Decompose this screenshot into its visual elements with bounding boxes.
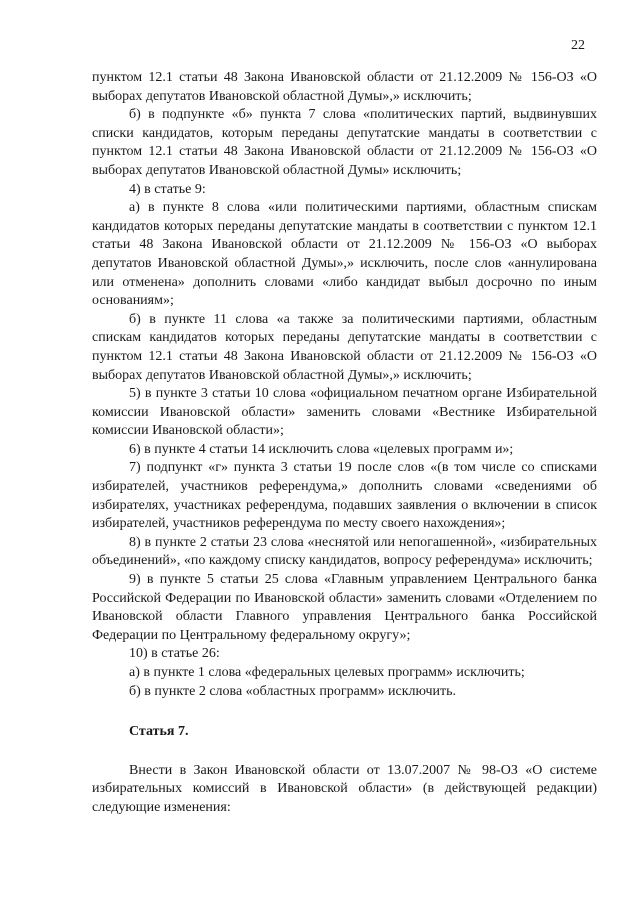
- paragraph: 9) в пункте 5 статьи 25 слова «Главным управлением Центрального банка Российской Федерации по Ивановской области» заменить словами «Отделением по Ивановской области Главного управления Центрального банка Российской Федерации по Центральному федеральному округу»;: [92, 572, 597, 643]
- article-heading: Статья 7.: [129, 724, 189, 740]
- paragraph: 5) в пункте 3 статьи 10 слова «официальном печатном органе Избирательной комиссии Ивановской области» заменить словами «Вестнике Избирательной комиссии Ивановской области»;: [92, 386, 597, 439]
- paragraph: б) в пункте 11 слова «а также за политическими партиями, областным спискам кандидатов которых переданы депутатские мандаты в соответствии с пунктом 12.1 статьи 48 Закона Ивановской области от 21.12.2009 № 156-ОЗ «О выборах депутатов Ивановской областной Думы»,» исключить;: [92, 311, 597, 383]
- paragraph: б) в пункте 2 слова «областных программ» исключить.: [129, 683, 456, 699]
- paragraph: а) в пункте 1 слова «федеральных целевых программ» исключить;: [129, 665, 525, 680]
- amendments-list: [92, 69, 597, 701]
- paragraph: б) в подпункте «б» пункта 7 слова «политических партий, выдвинувших списки кандидатов, которым переданы депутатские мандаты в соответствии с пунктом 12.1 статьи 48 Закона Ивановской области от 21.12.2009 № 156-ОЗ «О выборах депутатов Ивановской областной Думы» исключить;: [92, 107, 597, 178]
- paragraph: 10) в статье 26:: [129, 646, 220, 662]
- paragraph: 4) в статье 9:: [129, 181, 206, 197]
- paragraph: а) в пункте 8 слова «или политическими партиями, областным спискам кандидатов которых переданы депутатские мандаты в соответствии с пунктом 12.1 статьи 48 Закона Ивановской области от 21.12.2009 № 156-ОЗ «О выборах депутатов Ивановской областной Думы»,» исключить, после слов «аннулирована или отменена» дополнить словами «либо кандидат выбыл досрочно по иным основаниям»;: [92, 200, 597, 309]
- paragraph: Внести в Закон Ивановской области от 13.07.2007 № 98-ОЗ «О системе избирательных комиссий в Ивановской области» (в действующей редакции) следующие изменения:: [92, 762, 597, 815]
- page-number: 22: [571, 38, 585, 53]
- document-body: [92, 69, 597, 818]
- article-intro: [92, 762, 597, 818]
- paragraph: 8) в пункте 2 статьи 23 слова «неснятой или непогашенной», «избирательных объединений», «по каждому списку кандидатов, вопросу референдума» исключить;: [92, 534, 597, 569]
- paragraph: пунктом 12.1 статьи 48 Закона Ивановской области от 21.12.2009 № 156-ОЗ «О выборах депутатов Ивановской областной Думы»,» исключить;: [92, 70, 597, 104]
- paragraph: 7) подпункт «г» пункта 3 статьи 19 после слов «(в том числе со списками избирателей, участников референдума,» дополнить словами «сведениями об избирателях, участниках референдума, подавших заявления о включении в список избирателей, участников референдума по месту своего нахождения»;: [92, 460, 597, 532]
- paragraph: 6) в пункте 4 статьи 14 исключить слова «целевых программ и»;: [129, 441, 514, 457]
